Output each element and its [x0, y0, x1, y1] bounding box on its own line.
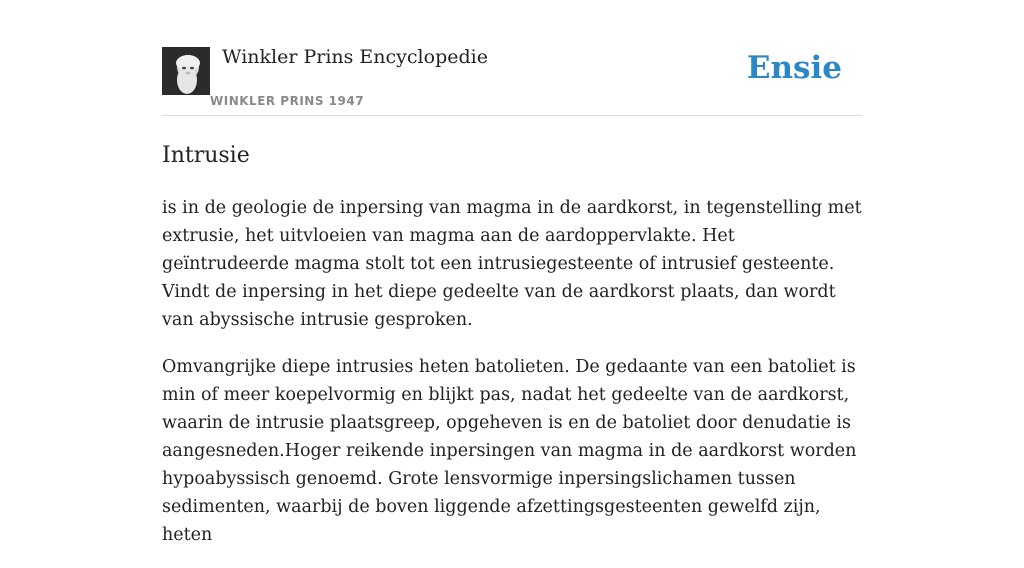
source-title[interactable]: Winkler Prins Encyclopedie	[222, 46, 488, 68]
article-paragraph: is in de geologie de inpersing van magma in de aardkorst, in tegenstelling met extrusie, het uitvloeien van magma aan de aardoppervlakte. Het geïntrudeerde magma stolt tot een intrusiegesteente of intrusief gesteente. Vindt de inpersing in het diepe gedeelte van de aardkorst plaats, dan wordt van abyssische intrusie gesproken.	[162, 198, 862, 330]
article-body	[162, 194, 862, 549]
source-subtitle: WINKLER PRINS 1947	[210, 94, 365, 108]
content-container	[162, 0, 862, 568]
article	[162, 142, 862, 549]
portrait-avatar[interactable]	[162, 47, 210, 95]
ensie-logo-link[interactable]: Ensie	[746, 50, 842, 86]
article-title: Intrusie	[162, 143, 250, 168]
portrait-avatar-icon	[162, 47, 210, 95]
site-header	[162, 0, 862, 116]
article-paragraph: Omvangrijke diepe intrusies heten batolieten. De gedaante van een batoliet is min of meer koepelvormig en blijkt pas, nadat het gedeelte van de aardkorst, waarin de intrusie plaatsgreep, opgeheven is en de batoliet door denudatie is aangesneden.Hoger reikende inpersingen van magma in de aardkorst worden hypoabyssisch genoemd. Grote lensvormige inpersingslichamen tussen sedimenten, waarbij de boven liggende afzettingsgesteenten gewelfd zijn, heten	[162, 357, 857, 545]
